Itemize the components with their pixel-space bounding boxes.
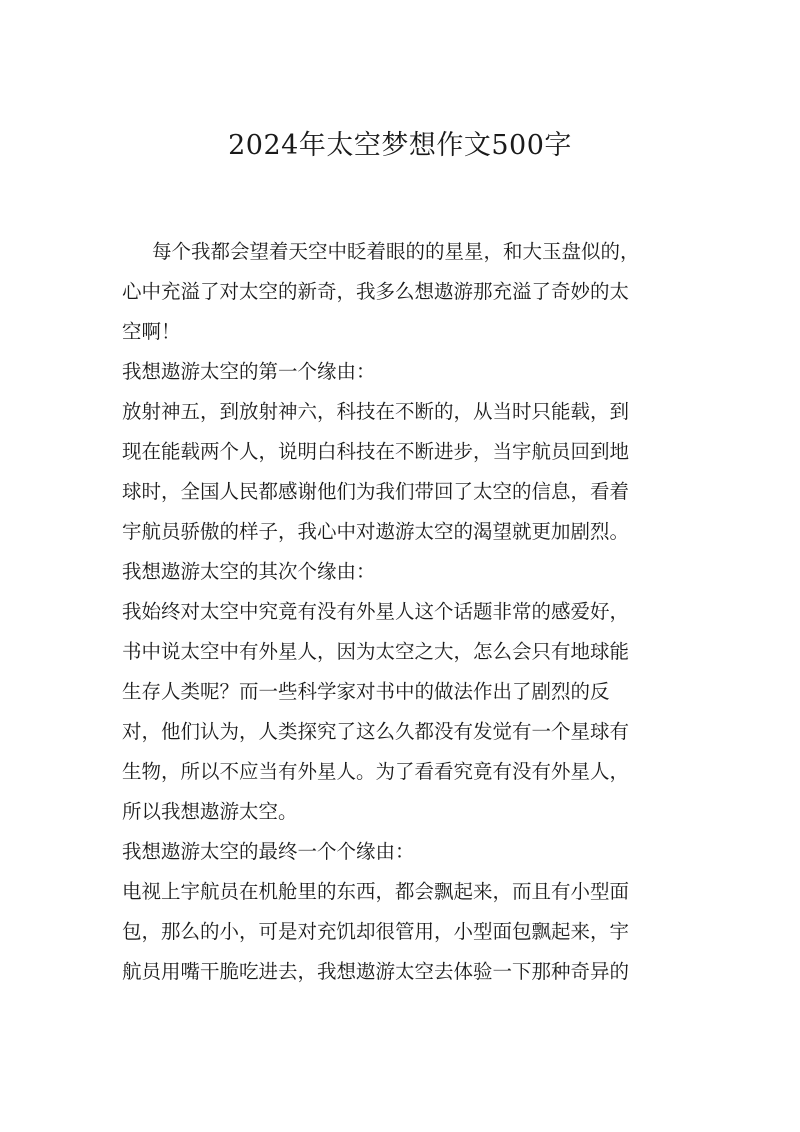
section-heading: 我想遨游太空的最终一个个缘由： [122, 840, 415, 863]
text-line: 心中充溢了对太空的新奇，我多么想遨游那充溢了奇妙的太 [122, 280, 630, 303]
text-line: 每个我都会望着天空中眨着眼的的星星，和大玉盘似的， [152, 240, 640, 263]
text-line: 我始终对太空中究竟有没有外星人这个话题非常的感爱好， [122, 600, 630, 623]
text-line: 宇航员骄傲的样子，我心中对遨游太空的渴望就更加剧烈。 [122, 520, 630, 543]
section-heading: 我想遨游太空的第一个缘由： [122, 360, 376, 383]
text-line: 球时，全国人民都感谢他们为我们带回了太空的信息，看着 [122, 480, 630, 503]
text-line: 包，那么的小，可是对充饥却很管用，小型面包飘起来，宇 [122, 920, 630, 943]
text-line: 生存人类呢？而一些科学家对书中的做法作出了剧烈的反 [122, 680, 610, 703]
text-line: 现在能载两个人，说明白科技在不断进步，当宇航员回到地 [122, 440, 630, 463]
text-line: 对，他们认为，人类探究了这么久都没有发觉有一个星球有 [122, 720, 630, 743]
section-heading: 我想遨游太空的其次个缘由： [122, 560, 376, 583]
text-line: 书中说太空中有外星人，因为太空之大，怎么会只有地球能 [122, 640, 630, 663]
essay-body [122, 232, 682, 992]
text-line: 所以我想遨游太空。 [122, 800, 298, 823]
page-title: 2024年太空梦想作文500字 [228, 130, 572, 161]
text-line: 电视上宇航员在机舱里的东西，都会飘起来，而且有小型面 [122, 880, 630, 903]
text-line: 航员用嘴干脆吃进去，我想遨游太空去体验一下那种奇异的 [122, 960, 630, 983]
text-line: 空啊！ [122, 320, 181, 343]
text-line: 放射神五，到放射神六，科技在不断的，从当时只能载，到 [122, 400, 630, 423]
text-line: 生物，所以不应当有外星人。为了看看究竟有没有外星人， [122, 760, 630, 783]
